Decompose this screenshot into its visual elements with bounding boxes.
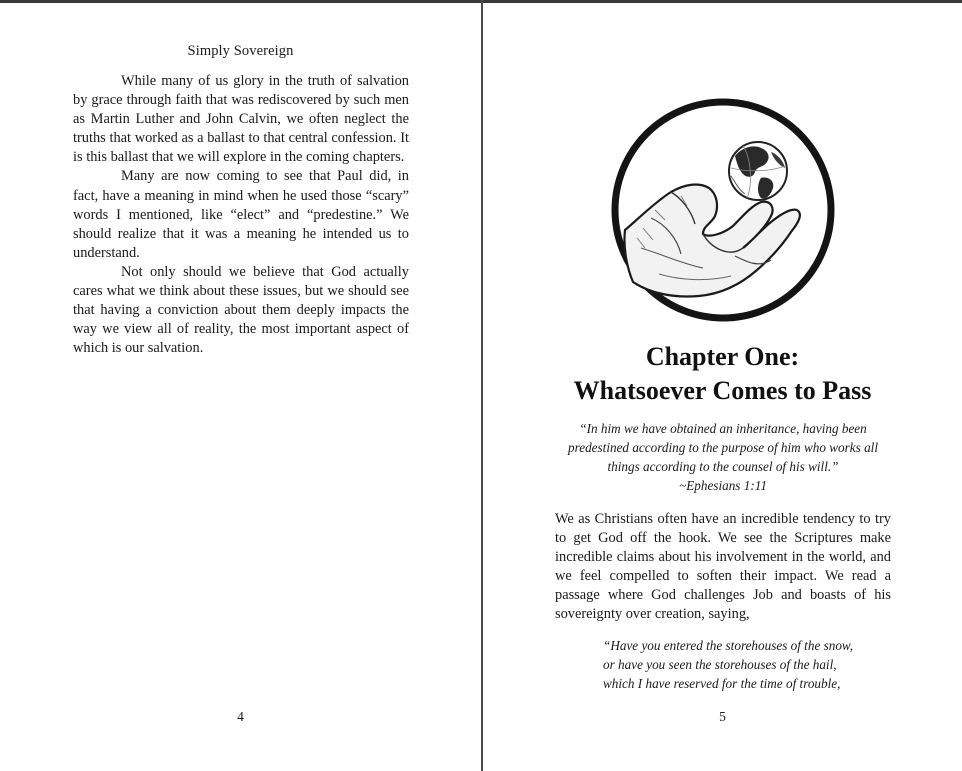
epigraph-line: “In him we have obtained an inheritance, having been xyxy=(579,421,867,436)
paragraph: Not only should we believe that God actually cares what we think about these issues, but we should see that having a conviction about them deeply impacts the way we view all of reality, the most important aspect of which is our salvation. xyxy=(73,263,409,357)
quote-line: or have you seen the storehouses of the hail, xyxy=(603,657,837,672)
running-head: Simply Sovereign xyxy=(187,43,294,59)
page-number-left: 4 xyxy=(237,709,244,724)
quote-line: which I have reserved for the time of trouble, xyxy=(603,676,841,691)
epigraph-line: predestined according to the purpose of him who works all xyxy=(567,440,878,455)
left-body-text xyxy=(73,72,409,358)
paragraph: While many of us glory in the truth of salvation by grace through faith that was rediscovered by such men as Martin Luther and John Calvin, we often neglect the truths that worked as a ballast to that central confession. It is this ballast that we will explore in the coming chapters. xyxy=(73,73,409,166)
right-page xyxy=(483,3,962,771)
chapter-title-line1: Chapter One: xyxy=(645,342,800,371)
right-body-text xyxy=(555,510,891,625)
epigraph-citation: ~Ephesians 1:11 xyxy=(679,478,767,493)
chapter-title xyxy=(483,340,962,408)
hand-holding-globe-icon xyxy=(611,98,835,322)
chapter-title-line2: Whatsoever Comes to Pass xyxy=(573,376,872,405)
page-number-right: 5 xyxy=(719,709,726,724)
quote-line: “Have you entered the storehouses of the snow, xyxy=(603,638,854,653)
paragraph: Many are now coming to see that Paul did, in fact, have a meaning in mind when he used those “scary” words I mentioned, like “elect” and “predestine.” We should realize that it was a meaning he intended us to understand. xyxy=(73,168,409,261)
epigraph xyxy=(543,419,903,495)
block-quote xyxy=(603,636,903,693)
paragraph: We as Christians often have an incredible tendency to try to get God off the hook. We see the Scriptures make incredible claims about his involvement in the world, and we feel compelled to soften their impact. We read a passage where God challenges Job and boasts of his sovereignty over creation, saying, xyxy=(555,511,891,623)
left-page xyxy=(0,3,481,771)
epigraph-line: things according to the counsel of his will.” xyxy=(607,459,839,474)
